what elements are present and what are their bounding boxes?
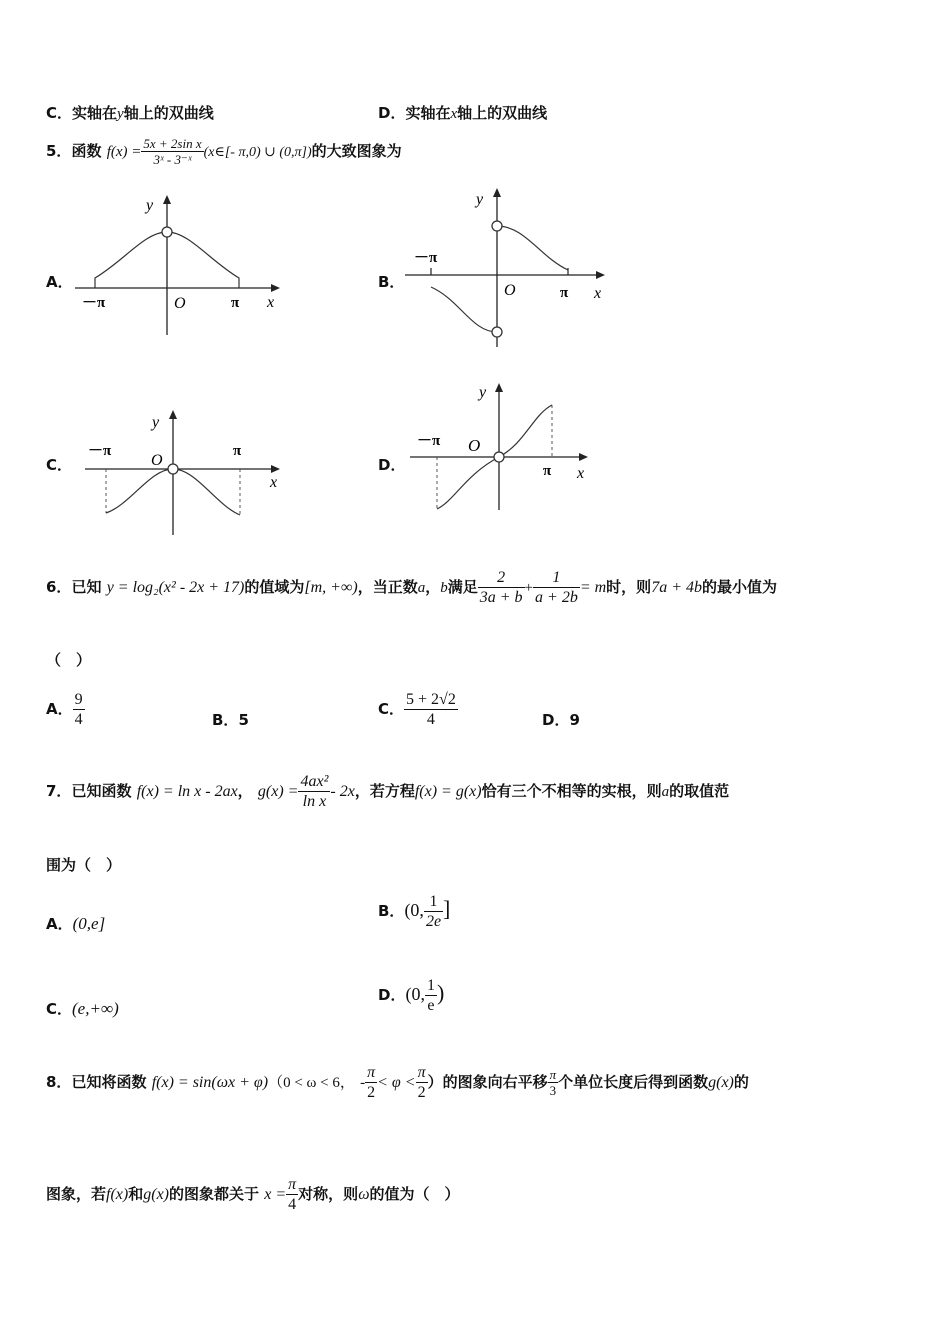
x-label: x [270, 474, 278, 491]
fraction-denominator: a + 2b [535, 589, 578, 606]
fraction-denominator: 2 [417, 1084, 426, 1101]
q5-stem [46, 136, 402, 167]
question-number: 5． [46, 142, 72, 160]
q6-option-b [212, 709, 249, 730]
stem-text: 函数 [71, 142, 102, 160]
q4-option-c [46, 102, 214, 123]
option-value: 9 [569, 711, 580, 729]
option-label: D． [378, 104, 406, 122]
math-expr: [m, +∞) [304, 579, 358, 596]
option-text: 实轴在 [405, 104, 451, 122]
stem-text: ）的图象向右平移 [427, 1073, 548, 1091]
option-label: D． [542, 711, 570, 729]
stem-text: ，若方程 [354, 782, 415, 800]
q6-stem [46, 568, 777, 607]
option-label: A． [46, 700, 73, 718]
stem-text: 的 [733, 1073, 749, 1091]
question-number: 8． [46, 1073, 72, 1091]
fraction-denominator: 3ˣ - 3⁻ˣ [153, 152, 192, 167]
y-axis-arrow [163, 195, 171, 204]
question-number: 6． [46, 578, 72, 596]
q7-stem-line2: 围为（ ） [46, 856, 122, 874]
math-expr: （0 < ω < 6， [268, 1075, 355, 1091]
neg-pi-label: －π [82, 295, 106, 311]
stem-text: 个单位长度后得到函数 [558, 1073, 709, 1091]
option-label: D． [378, 986, 406, 1004]
math-expr: < φ < [377, 1074, 416, 1091]
fraction [416, 1063, 428, 1102]
fraction [548, 1067, 559, 1098]
math-expr: g(x) = [257, 783, 299, 800]
math-var: a [417, 580, 426, 596]
fraction [73, 690, 85, 729]
stem-text: 已知将函数 [71, 1073, 147, 1091]
q5-option-b-label: B． [378, 273, 405, 291]
stem-text: 恰有三个不相等的实根，则 [481, 782, 662, 800]
stem-text: 已知 [71, 578, 102, 596]
option-value: (e,+∞) [72, 999, 119, 1018]
fraction-denominator: 2e [425, 913, 442, 930]
q5-option-c-label: C． [46, 456, 73, 474]
option-text: 轴上的双曲线 [457, 104, 548, 122]
fraction-numerator: π [288, 1176, 297, 1193]
fraction [298, 772, 330, 811]
y-label: y [479, 384, 487, 401]
interval-open: (0, [404, 900, 424, 920]
stem-text: 的值为（ ） [369, 1185, 460, 1203]
question-number: 7． [46, 782, 72, 800]
q7-option-a [46, 913, 105, 934]
math-var: ω [358, 1186, 370, 1203]
stem-text: 的值域为 [244, 578, 305, 596]
fraction-numerator: 1 [424, 892, 443, 912]
math-expr: = m [579, 579, 607, 596]
q7-option-b [378, 892, 450, 931]
fraction-numerator: π [367, 1064, 376, 1081]
q7-stem [46, 772, 729, 811]
q7-option-d [378, 976, 444, 1015]
fraction-numerator: 2 [478, 568, 525, 588]
fraction-denominator: ln x [302, 793, 327, 810]
q7-option-c [46, 998, 119, 1019]
q5-graph-c [80, 405, 295, 540]
q6-answer-paren: （ ） [46, 651, 92, 669]
fraction [533, 568, 580, 607]
y-axis-arrow [493, 188, 501, 197]
origin-label: O [468, 436, 481, 455]
math-op: + [524, 580, 534, 596]
stem-text: ， [237, 782, 253, 800]
origin-label: O [504, 282, 516, 299]
y-label: y [152, 414, 160, 431]
math-expr: (x∈[- π,0) ∪ (0,π]) [203, 145, 312, 160]
q5-option-d-label: D． [378, 456, 406, 474]
fraction [478, 568, 525, 607]
interval-close: ] [443, 896, 451, 921]
q8-stem [46, 1063, 749, 1102]
math-var: b [440, 580, 448, 596]
stem-text: 时，则 [606, 578, 652, 596]
x-axis-arrow [271, 465, 280, 473]
fraction-numerator: 1 [533, 568, 580, 588]
fraction-numerator: 9 [74, 691, 83, 708]
math-var: a [661, 784, 670, 800]
math-expr: f(x) = ln x - 2ax [136, 783, 238, 800]
fraction-numerator: 5x + 2sin x [143, 136, 202, 151]
fraction [286, 1175, 298, 1214]
origin-label: O [151, 452, 163, 469]
pi-label: π [231, 295, 240, 311]
stem-text: 已知函数 [71, 782, 132, 800]
option-label: B． [378, 902, 405, 920]
stem-text: ，当正数 [357, 578, 418, 596]
option-text: 实轴在 [72, 104, 118, 122]
open-point [492, 327, 502, 337]
math-expr: f(x) [106, 1186, 129, 1203]
fraction [365, 1063, 377, 1102]
y-label: y [146, 197, 154, 214]
stem-text: 对称，则 [298, 1185, 359, 1203]
q5-graph-b [400, 182, 620, 352]
option-label: C． [46, 1000, 73, 1018]
option-label: C． [46, 104, 73, 122]
fraction-denominator: 3a + b [479, 589, 523, 606]
option-label: B． [212, 711, 239, 729]
q6-option-a [46, 690, 85, 729]
x-label: x [594, 285, 602, 302]
fraction-denominator: 4 [288, 1196, 297, 1213]
stem-text: 图象，若 [46, 1185, 107, 1203]
fraction [425, 976, 437, 1015]
fraction-denominator: e [427, 997, 435, 1014]
fraction-numerator: 5 + 2√2 [406, 691, 456, 708]
q4-option-d [378, 102, 547, 123]
stem-text: 满足 [447, 578, 478, 596]
math-var: y [117, 106, 124, 122]
fraction-denominator: 2 [367, 1084, 376, 1101]
math-expr: 7a + 4b [651, 579, 702, 596]
fraction [141, 136, 203, 167]
math-expr: y = log₂(x² - 2x + 17) [106, 579, 245, 596]
x-axis-arrow [271, 284, 280, 292]
fraction-denominator: 3 [549, 1083, 557, 1098]
x-label: x [577, 465, 585, 482]
curve-right [497, 226, 568, 270]
fraction [424, 892, 443, 931]
stem-text: 的大致图象为 [311, 142, 402, 160]
open-point [492, 221, 502, 231]
math-expr: x = [264, 1186, 287, 1203]
fraction-denominator: 4 [426, 711, 435, 728]
fraction-numerator: π [549, 1067, 557, 1082]
q5-option-a-label: A． [46, 273, 73, 291]
q6-option-c [378, 690, 458, 729]
x-axis-arrow [579, 453, 588, 461]
stem-text: 的图象都关于 [169, 1185, 260, 1203]
fraction [404, 690, 458, 729]
fraction-numerator: 1 [426, 977, 435, 994]
q5-graph-a [70, 190, 290, 340]
math-expr: f(x) = [106, 144, 142, 160]
y-axis-arrow [169, 410, 177, 419]
open-point [162, 227, 172, 237]
interval-close: ) [436, 980, 445, 1005]
q5-graph-d [405, 375, 605, 515]
pi-label: π [543, 463, 552, 479]
math-op: - [360, 1075, 366, 1091]
x-label: x [267, 294, 275, 311]
stem-text: 的最小值为 [701, 578, 777, 596]
y-axis-arrow [495, 383, 503, 392]
math-expr: - 2x [330, 783, 355, 800]
option-label: C． [378, 700, 405, 718]
option-value: 5 [238, 711, 249, 729]
pi-label: π [233, 443, 242, 459]
neg-pi-label: －π [414, 250, 438, 266]
option-label: A． [46, 915, 73, 933]
x-axis-arrow [596, 271, 605, 279]
interval-open: (0, [405, 984, 425, 1004]
origin-label: O [174, 295, 186, 312]
fraction-denominator: 4 [74, 711, 83, 728]
math-expr: g(x) [143, 1186, 169, 1203]
fraction-numerator: π [417, 1064, 426, 1081]
neg-pi-label: －π [88, 443, 112, 459]
math-expr: f(x) = sin(ωx + φ) [151, 1074, 269, 1091]
pi-label: π [560, 285, 569, 301]
y-label: y [476, 191, 484, 208]
q8-stem-line2 [46, 1175, 460, 1214]
math-expr: f(x) = g(x) [414, 783, 482, 800]
stem-text: ， [425, 578, 441, 596]
option-text: 轴上的双曲线 [123, 104, 214, 122]
stem-text: 和 [128, 1185, 144, 1203]
fraction-numerator: 4ax² [300, 773, 329, 790]
q6-option-d [542, 709, 580, 730]
math-expr: g(x) [708, 1074, 734, 1091]
open-point [494, 452, 504, 462]
curve-left [431, 287, 497, 332]
math-var: x [450, 106, 458, 122]
neg-pi-label: －π [417, 433, 441, 449]
option-value: (0,e] [72, 914, 106, 933]
open-point [168, 464, 178, 474]
stem-text: 的取值范 [669, 782, 730, 800]
